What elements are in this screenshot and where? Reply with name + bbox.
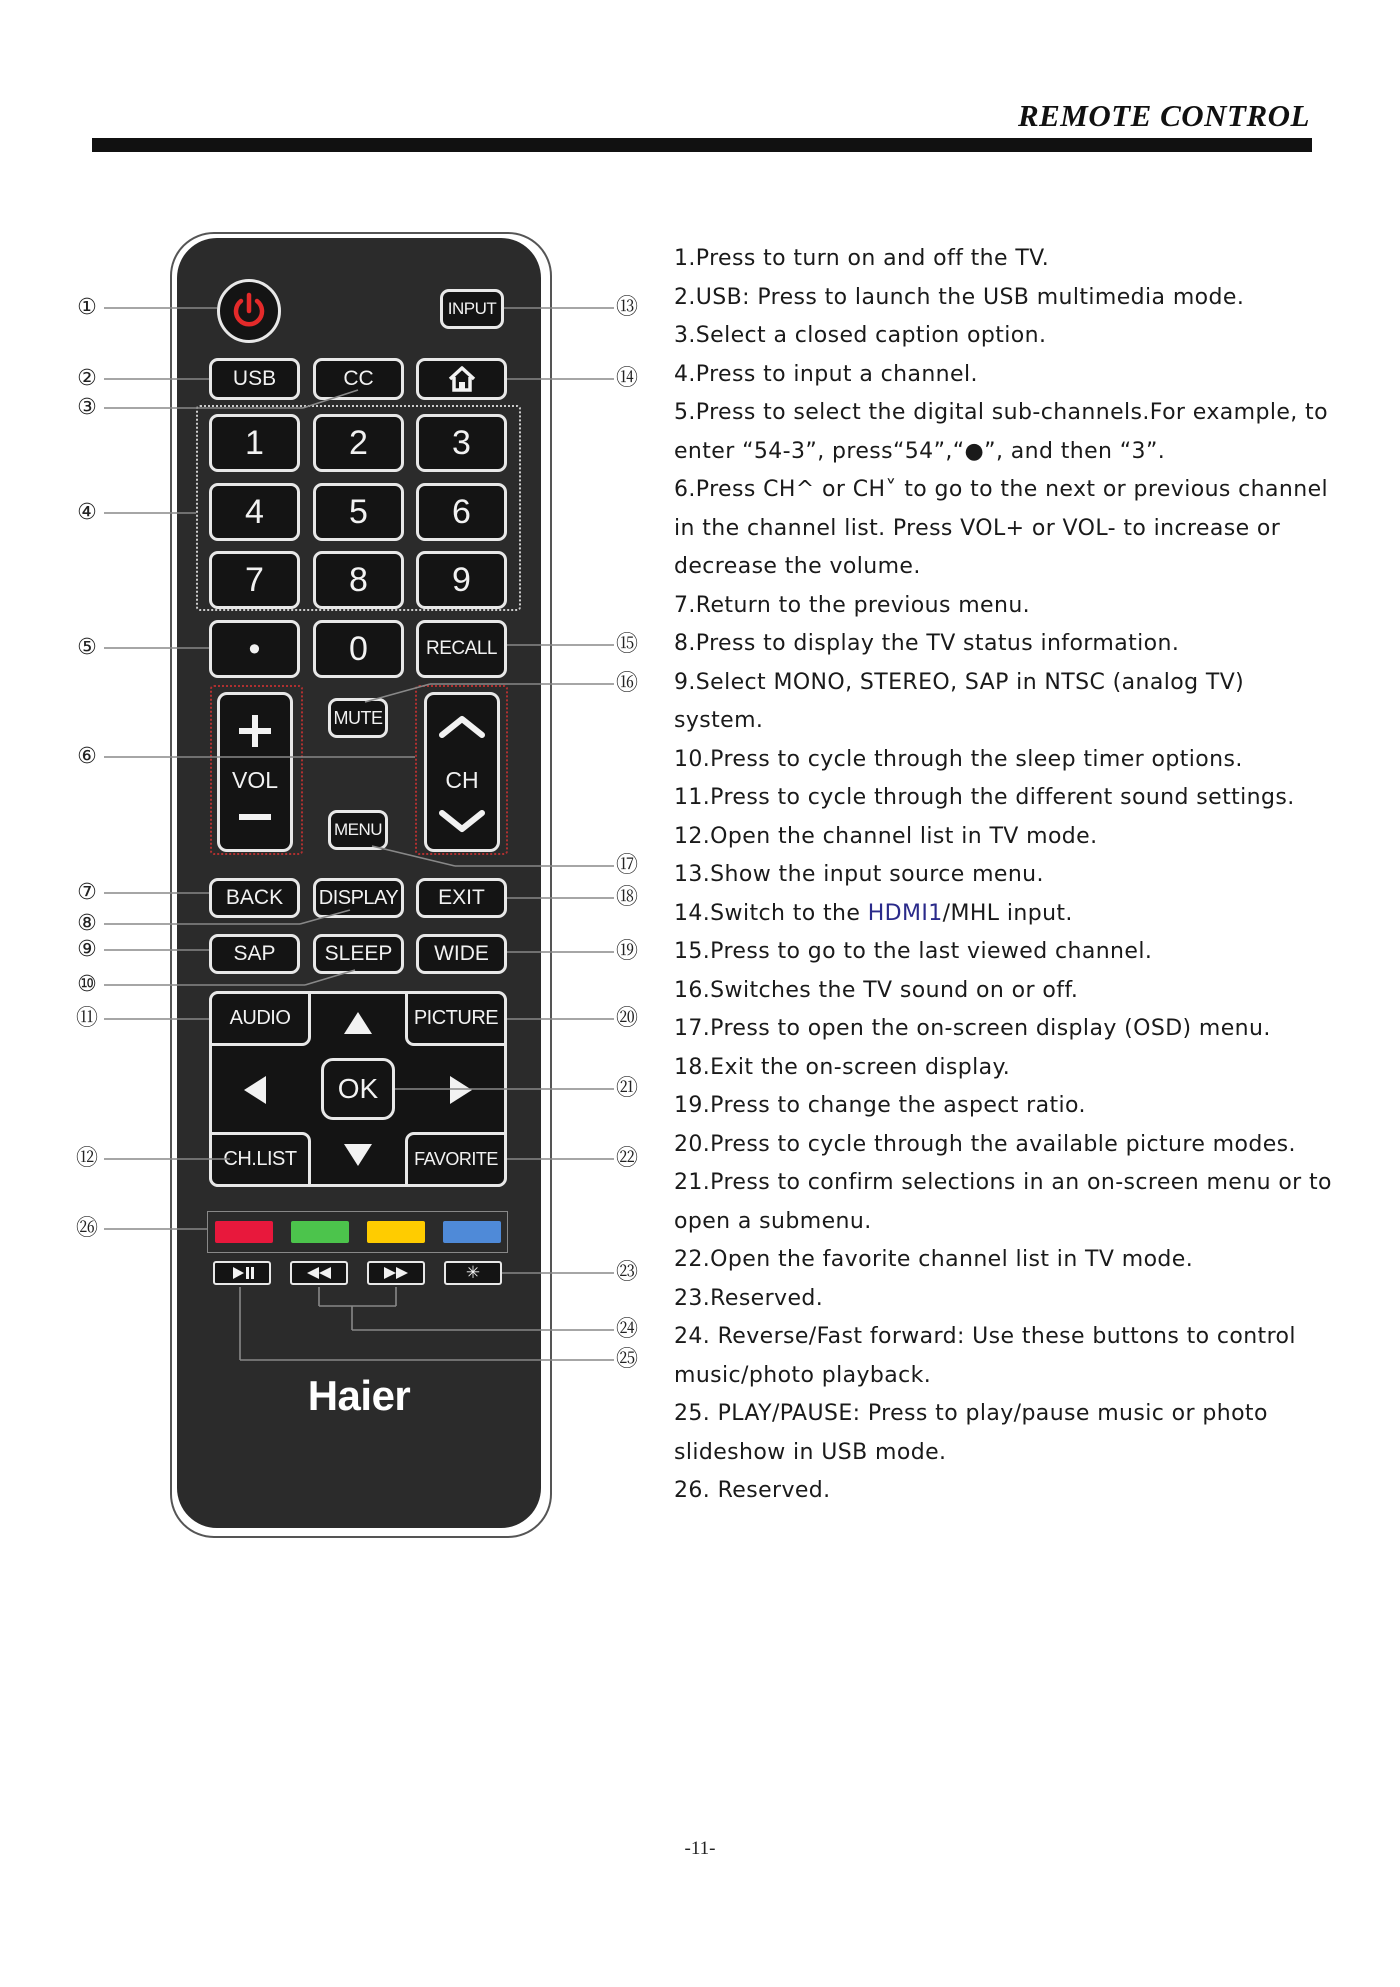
usb-button[interactable]: USB <box>209 358 300 400</box>
desc-6-line2: in the channel list. Press VOL+ or VOL- to increase or <box>674 515 1281 541</box>
digit-9-button[interactable]: 9 <box>416 551 507 609</box>
desc-5-line2: enter “54-3”, press“54”,“●”, and then “3”. <box>674 438 1166 464</box>
callout-19: ⑲ <box>615 939 638 964</box>
dot-button[interactable]: • <box>209 620 300 678</box>
description-list <box>674 240 1334 1511</box>
callout-1: ① <box>77 295 97 320</box>
wide-button[interactable]: WIDE <box>416 934 507 974</box>
callout-3: ③ <box>77 395 97 420</box>
callout-18: ⑱ <box>615 885 638 910</box>
desc-22: 22.Open the favorite channel list in TV mode. <box>674 1247 1194 1272</box>
callout-5: ⑤ <box>77 635 97 660</box>
callout-4: ④ <box>77 500 97 525</box>
audio-button[interactable]: AUDIO <box>209 991 311 1046</box>
callout-8: ⑧ <box>77 911 97 936</box>
digit-7-button[interactable]: 7 <box>209 551 300 609</box>
callout-15: ⑮ <box>615 632 638 657</box>
desc-3: 3.Select a closed caption option. <box>674 323 1047 348</box>
callout-26: ㉖ <box>75 1216 98 1241</box>
input-button[interactable]: INPUT <box>440 289 504 329</box>
sleep-button[interactable]: SLEEP <box>313 934 404 974</box>
callout-21: ㉑ <box>615 1076 638 1101</box>
page-number: -11- <box>684 1838 716 1859</box>
desc-21-line1: 21.Press to confirm selections in an on-screen menu or to <box>674 1170 1332 1195</box>
exit-button[interactable]: EXIT <box>416 878 507 918</box>
desc-2: 2.USB: Press to launch the USB multimedia mode. <box>674 284 1245 310</box>
desc-17: 17.Press to open the on-screen display (OSD) menu. <box>674 1016 1271 1041</box>
recall-button[interactable]: RECALL <box>416 620 507 678</box>
callout-11: ⑪ <box>75 1006 98 1031</box>
callout-23: ㉓ <box>615 1260 638 1285</box>
vol-label: VOL <box>231 767 279 793</box>
desc-6-line1: 6.Press CH^ or CH˅ to go to the next or previous channel <box>674 477 1329 502</box>
digit-8-button[interactable]: 8 <box>313 551 404 609</box>
callout-22: ㉒ <box>615 1146 638 1171</box>
desc-7: 7.Return to the previous menu. <box>674 592 1031 618</box>
callout-17: ⑰ <box>615 853 638 878</box>
callout-10: ⑩ <box>77 972 97 997</box>
digit-6-button[interactable]: 6 <box>416 483 507 541</box>
desc-14-suffix: /MHL input. <box>942 900 1073 926</box>
desc-25-line1: 25. PLAY/PAUSE: Press to play/pause music or photo <box>674 1401 1268 1426</box>
digit-2-button[interactable]: 2 <box>313 414 404 472</box>
desc-8: 8.Press to display the TV status information. <box>674 631 1180 656</box>
digit-3-button[interactable]: 3 <box>416 414 507 472</box>
display-button[interactable]: DISPLAY <box>313 878 404 918</box>
page-header-title: REMOTE CONTROL <box>1017 98 1310 133</box>
digit-0-button[interactable]: 0 <box>313 620 404 678</box>
desc-16: 16.Switches the TV sound on or off. <box>674 977 1079 1003</box>
desc-1: 1.Press to turn on and off the TV. <box>674 246 1050 271</box>
desc-11: 11.Press to cycle through the different sound settings. <box>674 785 1295 810</box>
desc-14-prefix: 14.Switch to the <box>674 900 868 926</box>
desc-15: 15.Press to go to the last viewed channel. <box>674 939 1153 964</box>
picture-button[interactable]: PICTURE <box>405 991 507 1046</box>
brand-logo: Haier <box>307 1372 411 1419</box>
favorite-button[interactable]: FAVORITE <box>405 1132 507 1187</box>
desc-18: 18.Exit the on-screen display. <box>674 1054 1011 1080</box>
desc-21-line2: open a submenu. <box>674 1208 872 1234</box>
desc-23: 23.Reserved. <box>674 1285 824 1311</box>
desc-9-line2: system. <box>674 708 764 733</box>
desc-24-line1: 24. Reverse/Fast forward: Use these buttons to control <box>674 1324 1296 1349</box>
sap-button[interactable]: SAP <box>209 934 300 974</box>
desc-19: 19.Press to change the aspect ratio. <box>674 1093 1086 1118</box>
callout-16: ⑯ <box>615 671 638 696</box>
desc-26: 26. Reserved. <box>674 1478 831 1503</box>
cc-button[interactable]: CC <box>313 358 404 400</box>
callout-25: ㉕ <box>615 1347 638 1372</box>
callout-12: ⑫ <box>75 1146 98 1171</box>
desc-25-line2: slideshow in USB mode. <box>674 1439 947 1465</box>
digit-5-button[interactable]: 5 <box>313 483 404 541</box>
ok-button[interactable]: OK <box>321 1058 395 1120</box>
callout-13: ⑬ <box>615 295 638 320</box>
desc-12: 12.Open the channel list in TV mode. <box>674 823 1098 849</box>
callout-14: ⑭ <box>615 366 638 391</box>
desc-9-line1: 9.Select MONO, STEREO, SAP in NTSC (analog TV) <box>674 669 1245 695</box>
back-button[interactable]: BACK <box>209 878 300 918</box>
menu-button[interactable]: MENU <box>328 810 388 850</box>
desc-5-line1: 5.Press to select the digital sub-channels.For example, to <box>674 400 1328 425</box>
desc-14-highlight: HDMI1 <box>867 900 943 926</box>
ch-label: CH <box>445 767 479 793</box>
chlist-button[interactable]: CH.LIST <box>209 1132 311 1187</box>
callout-2: ② <box>77 366 97 391</box>
desc-10: 10.Press to cycle through the sleep timer options. <box>674 746 1243 772</box>
desc-24-line2: music/photo playback. <box>674 1362 932 1388</box>
desc-4: 4.Press to input a channel. <box>674 361 978 387</box>
desc-14 <box>674 895 1334 934</box>
desc-20: 20.Press to cycle through the available picture modes. <box>674 1131 1296 1157</box>
callout-7: ⑦ <box>77 880 97 905</box>
callout-9: ⑨ <box>77 937 97 962</box>
desc-13: 13.Show the input source menu. <box>674 862 1044 887</box>
digit-4-button[interactable]: 4 <box>209 483 300 541</box>
callout-6: ⑥ <box>77 744 97 769</box>
reserved-key-button[interactable]: ✳ <box>444 1261 502 1285</box>
callout-20: ⑳ <box>615 1006 638 1031</box>
desc-6-line3: decrease the volume. <box>674 554 921 579</box>
mute-button[interactable]: MUTE <box>328 698 388 738</box>
callout-24: ㉔ <box>615 1317 638 1342</box>
digit-1-button[interactable]: 1 <box>209 414 300 472</box>
